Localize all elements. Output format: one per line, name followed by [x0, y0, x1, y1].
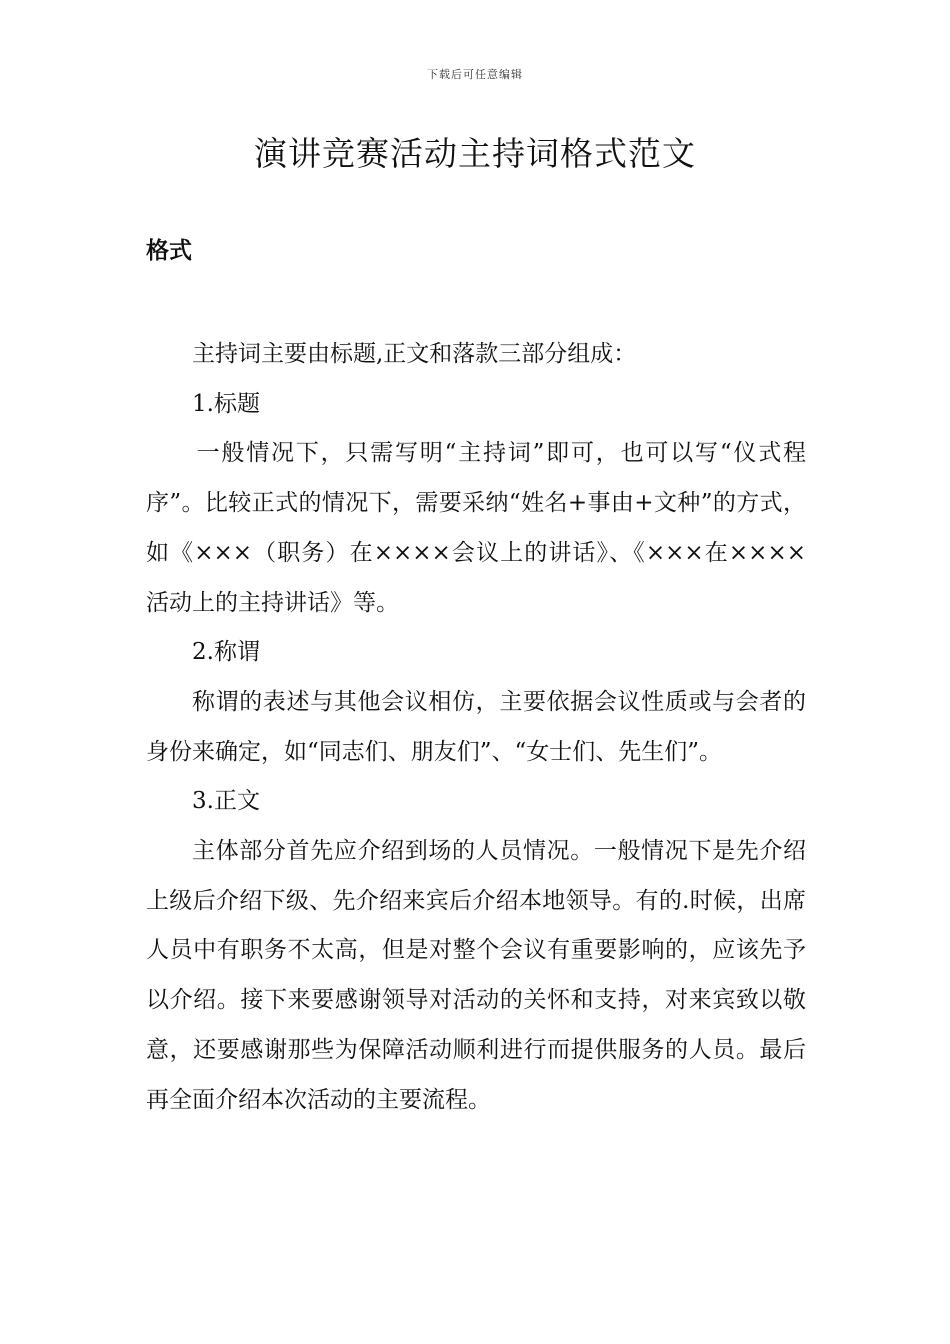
- subheading-title: 1.标题: [192, 390, 260, 417]
- paragraph-intro: 主持词主要由标题,正文和落款三部分组成：: [192, 341, 637, 367]
- subheading-body: 3.正文: [192, 788, 260, 815]
- paragraph-body-desc: 主体部分首先应介绍到场的人员情况。一般情况下是先介绍上级后介绍下级、先介绍来宾后介绍本地领导。有的.时候，出席人员中有职务不太高，但是对整个会议有重要影响的，应该先予以介绍。接下来要感谢领导对活动的关怀和支持，对来宾致以敬意，还要感谢那些为保障活动顺利进行而提供服务的人员。最后再全面介绍本次活动的主要流程。: [146, 838, 806, 1113]
- section-heading-format: 格式: [146, 237, 192, 264]
- document-title: 演讲竞赛活动主持词格式范文: [254, 134, 696, 173]
- paragraph-salutation-desc: 称谓的表述与其他会议相仿，主要依据会议性质或与会者的身份来确定，如“同志们、朋友们”、“女士们、先生们”。: [146, 688, 806, 765]
- document-body: [146, 330, 806, 1125]
- paragraph-title-desc: 一般情况下，只需写明“主持词”即可，也可以写“仪式程序”。比较正式的情况下，需要采纳“姓名+事由+文种”的方式，如《×××（职务）在××××会议上的讲话》、《×××在××××活动上的主持讲话》等。: [146, 440, 806, 616]
- page-header-note: 下载后可任意编辑: [427, 68, 523, 81]
- subheading-salutation: 2.称谓: [192, 639, 260, 666]
